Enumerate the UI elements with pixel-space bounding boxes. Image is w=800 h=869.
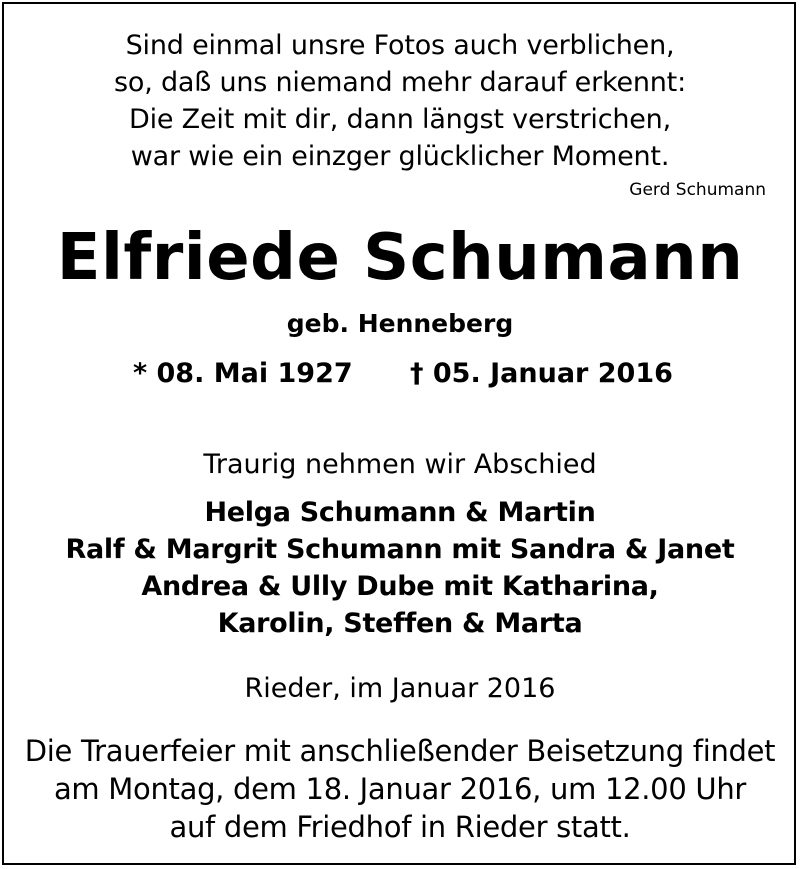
- mourner-line-3: Andrea & Ully Dube mit Katharina,: [141, 571, 659, 602]
- farewell-text: Traurig nehmen wir Abschied: [203, 449, 597, 480]
- birth-date: * 08. Mai 1927: [133, 358, 353, 389]
- funeral-notice-line-3: auf dem Friedhof in Rieder statt.: [169, 810, 631, 844]
- poem-line-3: Die Zeit mit dir, dann längst verstrichen,: [129, 104, 671, 135]
- poem-line-1: Sind einmal unsre Fotos auch verblichen,: [125, 30, 675, 61]
- mourner-line-4: Karolin, Steffen & Marta: [217, 608, 583, 639]
- poem-line-4: war wie ein einzger glücklicher Moment.: [130, 141, 670, 172]
- poem-author: Gerd Schumann: [629, 180, 766, 200]
- maiden-name: geb. Henneberg: [286, 309, 514, 338]
- poem-line-2: so, daß uns niemand mehr darauf erkennt:: [114, 67, 686, 98]
- mourner-line-2: Ralf & Margrit Schumann mit Sandra & Janet: [65, 534, 735, 565]
- place-date: Rieder, im Januar 2016: [244, 673, 556, 704]
- deceased-name: Elfriede Schumann: [56, 221, 744, 295]
- death-date: † 05. Januar 2016: [410, 358, 673, 389]
- funeral-notice-line-2: am Montag, dem 18. Januar 2016, um 12.00 Uhr: [53, 772, 747, 806]
- mourner-line-1: Helga Schumann & Martin: [204, 497, 596, 528]
- funeral-notice-line-1: Die Trauerfeier mit anschließender Beisetzung findet: [24, 734, 776, 768]
